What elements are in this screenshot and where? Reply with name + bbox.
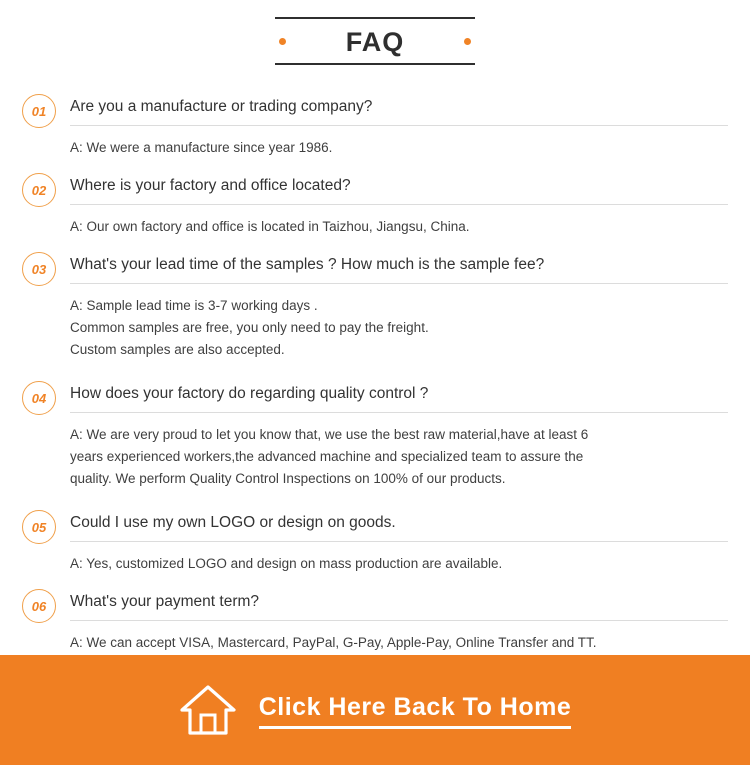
- faq-answer-line: quality. We perform Quality Control Inspections on 100% of our products.: [70, 471, 506, 486]
- faq-answer-line: A: Our own factory and office is located in Taizhou, Jiangsu, China.: [70, 219, 470, 234]
- faq-question-row: [22, 381, 728, 415]
- faq-answer-line: years experienced workers,the advanced machine and specialized team to assure the: [70, 449, 584, 464]
- faq-answer-line: Custom samples are also accepted.: [70, 342, 285, 357]
- faq-question: Could I use my own LOGO or design on goods.: [70, 513, 728, 542]
- faq-item: [22, 252, 728, 361]
- faq-header: [0, 0, 750, 82]
- faq-answer: [70, 424, 728, 490]
- faq-item: [22, 589, 728, 654]
- faq-question-row: [22, 510, 728, 544]
- faq-answer-line: A: We were a manufacture since year 1986.: [70, 140, 333, 155]
- faq-answer: [70, 632, 728, 654]
- faq-number-badge: 03: [22, 252, 56, 286]
- spacer: [22, 490, 728, 510]
- faq-question-row: [22, 94, 728, 128]
- faq-list: [0, 82, 750, 654]
- faq-question: Where is your factory and office located?: [70, 176, 728, 205]
- faq-answer-line: Common samples are free, you only need to pay the freight.: [70, 320, 429, 335]
- faq-number-badge: 01: [22, 94, 56, 128]
- faq-question: What's your lead time of the samples ? How much is the sample fee?: [70, 255, 728, 284]
- faq-answer: [70, 216, 728, 238]
- faq-number-badge: 04: [22, 381, 56, 415]
- home-icon: [179, 684, 237, 736]
- faq-number-badge: 02: [22, 173, 56, 207]
- back-to-home-banner[interactable]: [0, 655, 750, 765]
- faq-answer-line: A: We can accept VISA, Mastercard, PayPal, G-Pay, Apple-Pay, Online Transfer and TT.: [70, 635, 597, 650]
- spacer: [22, 575, 728, 589]
- back-to-home-label: Click Here Back To Home: [259, 692, 572, 729]
- faq-number-badge: 06: [22, 589, 56, 623]
- faq-answer-line: A: Yes, customized LOGO and design on mass production are available.: [70, 556, 503, 571]
- spacer: [22, 159, 728, 173]
- page-title: FAQ: [345, 27, 405, 57]
- decorative-dot-left-icon: [279, 38, 286, 45]
- faq-item: [22, 94, 728, 159]
- faq-question-row: [22, 589, 728, 623]
- spacer: [22, 361, 728, 381]
- faq-answer: [70, 553, 728, 575]
- faq-question: Are you a manufacture or trading company?: [70, 97, 728, 126]
- faq-item: [22, 510, 728, 575]
- faq-item: [22, 381, 728, 490]
- faq-question-row: [22, 252, 728, 286]
- faq-question-row: [22, 173, 728, 207]
- faq-answer: [70, 137, 728, 159]
- decorative-dot-right-icon: [464, 38, 471, 45]
- faq-answer-line: A: Sample lead time is 3-7 working days .: [70, 298, 318, 313]
- faq-question: What's your payment term?: [70, 592, 728, 621]
- faq-number-badge: 05: [22, 510, 56, 544]
- spacer: [22, 238, 728, 252]
- faq-title-box: [275, 17, 475, 65]
- faq-answer: [70, 295, 728, 361]
- faq-question: How does your factory do regarding quality control ?: [70, 384, 728, 413]
- faq-answer-line: A: We are very proud to let you know that, we use the best raw material,have at least 6: [70, 427, 589, 442]
- faq-item: [22, 173, 728, 238]
